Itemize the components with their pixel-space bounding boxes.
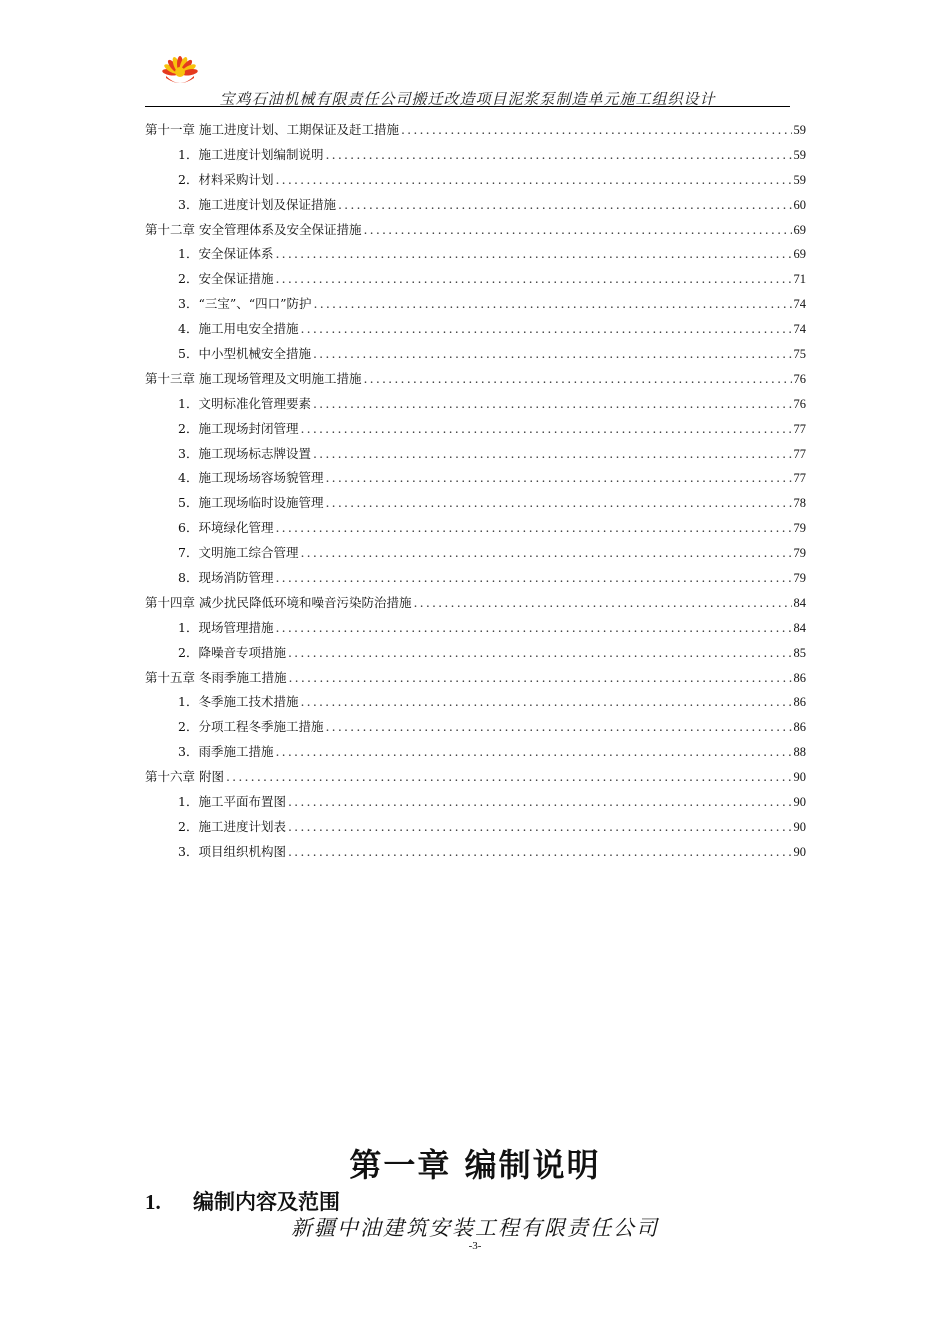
toc-entry-number: 5．: [178, 495, 199, 511]
toc-entry-title: 文明施工综合管理: [198, 545, 299, 561]
footer-company: 新疆中油建筑安装工程有限责任公司: [291, 1216, 659, 1240]
toc-page-number: 59: [793, 123, 806, 137]
toc-entry-title: 施工现场标志牌设置: [198, 445, 311, 461]
toc-page-number: 74: [793, 297, 806, 312]
toc-page-number: 90: [793, 819, 806, 834]
toc-entry-number: 5．: [178, 346, 199, 362]
toc-entry-number: 2．: [178, 719, 199, 735]
toc-page-number: 86: [793, 670, 806, 685]
toc-dot-leader: [275, 516, 791, 541]
toc-page-number: 78: [793, 496, 806, 511]
toc-entry-number: 3．: [178, 445, 199, 461]
toc-entry-title: 安全保证体系: [198, 246, 274, 262]
toc-entry-title: 现场管理措施: [198, 619, 274, 635]
toc-entry-number: 3．: [178, 196, 199, 212]
toc-dot-leader: [275, 267, 791, 292]
toc-section-entry[interactable]: [145, 342, 806, 367]
toc-entry-number: 3．: [178, 296, 199, 312]
toc-page-number: 74: [793, 322, 806, 337]
toc-dot-leader: [313, 442, 792, 467]
toc-dot-leader: [413, 591, 791, 616]
toc-dot-leader: [275, 566, 791, 591]
toc-dot-leader: [300, 417, 791, 442]
toc-chapter-entry[interactable]: [145, 666, 806, 691]
petrochina-logo-icon: [162, 56, 198, 88]
toc-entry-number: 2．: [178, 420, 199, 436]
toc-section-entry[interactable]: [145, 193, 806, 218]
toc-entry-title: 降噪音专项措施: [198, 644, 286, 660]
toc-dot-leader: [275, 168, 791, 193]
toc-entry-title: 第十五章 冬雨季施工措施: [145, 669, 287, 685]
toc-entry-number: 7．: [178, 545, 199, 561]
toc-section-entry[interactable]: [145, 740, 806, 765]
toc-entry-number: 2．: [178, 644, 199, 660]
toc-entry-title: 施工进度计划编制说明: [198, 146, 324, 162]
toc-entry-number: 1．: [178, 619, 199, 635]
toc-entry-title: 安全保证措施: [198, 271, 274, 287]
toc-page-number: 59: [793, 172, 806, 187]
toc-entry-number: 2．: [178, 818, 199, 834]
toc-section-entry[interactable]: [145, 317, 806, 342]
toc-entry-title: 施工平面布置图: [198, 794, 286, 810]
toc-page-number: 69: [793, 222, 806, 237]
toc-dot-leader: [275, 242, 791, 267]
section-number: 1.: [145, 1190, 161, 1214]
toc-section-entry[interactable]: [145, 516, 806, 541]
toc-chapter-entry[interactable]: [145, 118, 806, 143]
page-number: -3-: [468, 1240, 482, 1252]
toc-page-number: 88: [793, 745, 806, 760]
toc-entry-number: 6．: [178, 520, 199, 536]
toc-entry-number: 8．: [178, 570, 199, 586]
table-of-contents: [145, 118, 806, 865]
toc-chapter-entry[interactable]: [145, 367, 806, 392]
toc-entry-title: 施工用电安全措施: [198, 321, 299, 337]
toc-dot-leader: [288, 641, 792, 666]
toc-page-number: 84: [793, 620, 806, 635]
toc-page-number: 79: [793, 521, 806, 536]
toc-dot-leader: [325, 715, 791, 740]
toc-section-entry[interactable]: [145, 840, 806, 865]
toc-entry-title: 第十一章 施工进度计划、工期保证及赶工措施: [145, 122, 399, 137]
toc-dot-leader: [325, 466, 791, 491]
toc-dot-leader: [288, 815, 792, 840]
toc-entry-number: 4．: [178, 470, 199, 486]
toc-entry-title: 施工进度计划及保证措施: [198, 196, 336, 212]
toc-dot-leader: [288, 840, 792, 865]
toc-page-number: 71: [793, 272, 806, 287]
toc-section-entry[interactable]: [145, 392, 806, 417]
toc-entry-title: 施工现场场容场貌管理: [198, 470, 324, 486]
toc-dot-leader: [300, 317, 791, 342]
toc-entry-title: 第十三章 施工现场管理及文明施工措施: [145, 370, 362, 386]
toc-page-number: 69: [793, 247, 806, 262]
toc-section-entry[interactable]: [145, 541, 806, 566]
toc-section-entry[interactable]: [145, 690, 806, 715]
toc-section-entry[interactable]: [145, 790, 806, 815]
toc-dot-leader: [226, 765, 792, 790]
toc-page-number: 76: [793, 396, 806, 411]
toc-section-entry[interactable]: [145, 168, 806, 193]
header-divider: [145, 106, 790, 107]
toc-entry-title: 分项工程冬季施工措施: [198, 719, 324, 735]
toc-dot-leader: [338, 193, 792, 218]
toc-dot-leader: [325, 143, 791, 168]
toc-entry-number: 2．: [178, 271, 199, 287]
toc-section-entry[interactable]: [145, 442, 806, 467]
toc-entry-title: 第十六章 附图: [145, 769, 224, 785]
toc-entry-title: 中小型机械安全措施: [198, 346, 311, 362]
toc-page-number: 76: [793, 371, 806, 386]
toc-entry-title: 施工进度计划表: [198, 818, 286, 834]
toc-page-number: 77: [793, 446, 806, 461]
toc-entry-title: 施工现场封闭管理: [198, 420, 299, 436]
toc-section-entry[interactable]: [145, 491, 806, 516]
toc-section-entry[interactable]: [145, 616, 806, 641]
toc-entry-number: 1．: [178, 794, 199, 810]
toc-section-entry[interactable]: [145, 641, 806, 666]
toc-dot-leader: [313, 342, 792, 367]
toc-entry-number: 3．: [178, 843, 199, 859]
toc-page-number: 90: [793, 795, 806, 810]
toc-dot-leader: [313, 392, 792, 417]
toc-entry-number: 1．: [178, 146, 199, 162]
toc-section-entry[interactable]: [145, 566, 806, 591]
toc-section-entry[interactable]: [145, 466, 806, 491]
toc-chapter-entry[interactable]: [145, 765, 806, 790]
toc-entry-number: 1．: [178, 246, 199, 262]
toc-dot-leader: [288, 666, 791, 691]
toc-page-number: 86: [793, 720, 806, 735]
toc-section-entry[interactable]: [145, 815, 806, 840]
toc-page-number: 59: [793, 147, 806, 162]
section-title: 编制内容及范围: [193, 1189, 340, 1214]
toc-entry-title: 第十二章 安全管理体系及安全保证措施: [145, 221, 362, 237]
toc-entry-number: 3．: [178, 744, 199, 760]
toc-section-entry[interactable]: [145, 417, 806, 442]
chapter-title: 第一章 编制说明: [349, 1146, 601, 1184]
toc-page-number: 60: [793, 197, 806, 212]
toc-section-entry[interactable]: [145, 143, 806, 168]
toc-page-number: 79: [793, 571, 806, 586]
toc-entry-title: 文明标准化管理要素: [198, 395, 311, 411]
toc-dot-leader: [314, 292, 792, 317]
toc-page-number: 75: [793, 347, 806, 362]
toc-entry-title: 第十四章 减少扰民降低环境和噪音污染防治措施: [145, 594, 412, 610]
toc-dot-leader: [363, 218, 791, 243]
toc-page-number: 86: [793, 695, 806, 710]
toc-dot-leader: [275, 740, 791, 765]
header-title: 宝鸡石油机械有限责任公司搬迁改造项目泥浆泵制造单元施工组织设计: [219, 90, 716, 108]
toc-chapter-entry[interactable]: [145, 218, 806, 243]
toc-dot-leader: [363, 367, 791, 392]
toc-dot-leader: [275, 616, 791, 641]
toc-page-number: 85: [793, 645, 806, 660]
toc-dot-leader: [300, 690, 791, 715]
toc-entry-title: 现场消防管理: [198, 570, 274, 586]
toc-entry-title: 施工现场临时设施管理: [198, 495, 324, 511]
toc-dot-leader: [300, 541, 791, 566]
toc-page-number: 84: [793, 595, 806, 610]
toc-entry-number: 1．: [178, 395, 199, 411]
toc-section-entry[interactable]: [145, 292, 806, 317]
toc-section-entry[interactable]: [145, 715, 806, 740]
toc-entry-title: “三宝”、“四口”防护: [198, 296, 312, 312]
toc-page-number: 79: [793, 546, 806, 561]
toc-entry-number: 2．: [178, 171, 199, 187]
toc-page-number: 77: [793, 471, 806, 486]
toc-entry-title: 环境绿化管理: [198, 520, 274, 536]
toc-dot-leader: [288, 790, 792, 815]
toc-page-number: 90: [793, 770, 806, 785]
toc-entry-title: 项目组织机构图: [198, 843, 286, 859]
toc-section-entry[interactable]: [145, 267, 806, 292]
toc-section-entry[interactable]: [145, 242, 806, 267]
toc-entry-title: 雨季施工措施: [198, 744, 274, 760]
toc-page-number: 77: [793, 421, 806, 436]
toc-chapter-entry[interactable]: [145, 591, 806, 616]
toc-entry-number: 1．: [178, 694, 199, 710]
toc-entry-number: 4．: [178, 321, 199, 337]
toc-dot-leader: [401, 118, 792, 143]
toc-dot-leader: [325, 491, 791, 516]
toc-entry-title: 冬季施工技术措施: [198, 694, 299, 710]
toc-page-number: 90: [793, 844, 806, 859]
toc-entry-title: 材料采购计划: [198, 171, 274, 187]
